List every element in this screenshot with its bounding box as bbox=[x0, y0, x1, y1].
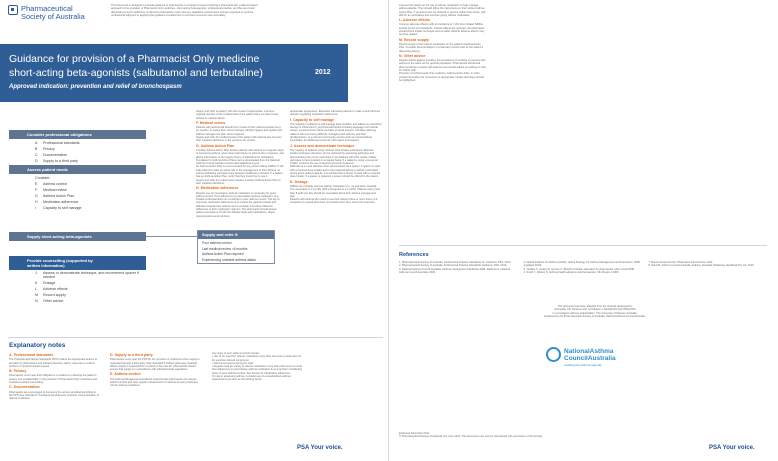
notes-column-1: A. Professional standards The Professional Practice Standards (PPS) outline the appropriate actions to be taken by pharmacists and trained pharmacy staff in response to a direct product or symptom-based request. B. Privacy Pharmacists must meet their obligations in relation to protecting the patient's privacy and confidentiality in the provision of Pharmacist Only medicines and consistent patient counselling. C. Documentation Pharmacists are encouraged to document the service provided according to the PPS (see Standard 5: Fundamental pharmacy practice). Documentation of referral is advised. bbox=[9, 353, 99, 401]
heading-third-party: D. Supply to a third party bbox=[110, 353, 153, 357]
reference-item: 8. Rand M. Asthma Council Australia. Asthma. Australia: Medicines Handbook Pty Ltd, 2010. bbox=[648, 264, 755, 268]
reference-item: 2. Pharmaceutical Society of Australia. Professional Practice Standards Canberra: PSA, 2010. bbox=[399, 264, 507, 268]
flow-counsel-list bbox=[9, 271, 146, 304]
reference-item: 6. Smith Y, Nilsson S. Asthma health advisers and pharmacists. Clin Respir J 2009. bbox=[523, 270, 620, 274]
document-title-line2: short-acting beta-agonists (salbutamol and terbutaline) bbox=[9, 67, 263, 79]
bullet-item: • Regular need for supply of reliever medication more often than once a month. bbox=[212, 365, 303, 369]
acknowledgement: This document has been adapted from the protocol developed by Schneider CR, Emerson LM, Goodhand J, Randall RA and Clifford RM in consultation with key stakeholders, The University of Western Australia. Endorsed by the Pharmaceutical Society of Australia, National Asthma Council Australia. bbox=[544, 305, 646, 318]
heading-medical-review: F. Medical review bbox=[196, 120, 226, 125]
notes-column-2: D. Supply to a third party Pharmacists must meet the PPS for the provision of medicines when supply is requested through a third party (See Standard 5 Indirect pharmacy practice). Where supply is requested for a school or day care kit, pharmacists should ensure that supply is in accordance with individual state regulations. E. Asthma control The Asthma Management Handbook supports that pharmacists can assess asthma control and refer regular reassessment of asthma at every pharmacy visit for asthma medicines. bbox=[110, 353, 200, 388]
reference-item: 4. Global Initiative for Asthma (GINA). Global Strategy for Asthma Management and Prevention. 2009 (updated 2010). bbox=[523, 261, 640, 268]
psa-logo-icon bbox=[8, 5, 18, 15]
flow-item: G Asthma Action Plan bbox=[35, 194, 75, 198]
back-column-1: Counsel the patient on the use of reliever medication to help manage asthma attacks. They should follow the instructions on their written Asthma Action Plan. If symptoms are not relieved or reoccur within three hours, call 000 for an ambulance and continue giving reliever medication. L. Adverse effects Common adverse effects (with an incidence of >1%) from inhaled SABAs include tremor and headache. If these effects are reported, the pharmacist should check inhaler technique and consider whether adverse effects may be dose related. M. Record supply Record supply of the reliever medication on the patient's Asthma Action Plan. Consider documentation in a pharmacy record such as the patient's dispensing history. N. Other advice Despite advice against smoking, the prevalence of smoking in persons with asthma is the same as the general population. Pharmacists should ask about smoking in people with asthma and provide advice on quitting or refer for further help. Provision of a Pharmacist Only medicine, Asthma Action Plan, or other printed information for consumers is appropriate. Inhaler technique should be highlighted. bbox=[399, 4, 486, 82]
heading-dosage: K. Dosage bbox=[290, 179, 308, 184]
referral-list bbox=[198, 239, 274, 265]
referral-item: Last medical review >6 months bbox=[202, 246, 248, 251]
text-column-3: appropriate perceptions. Education will assist patients to make a well informed decision regarding medication adherence. I. Capacity to self manage The capacity of patients to self manage their condition and adhere to prescribed therapy is influenced by psychosocial factors including language and cultural issues, socioeconomic status and lack of social support. Consider referring patients who are having difficulty managing their asthma, and their families/carers, to a relevant community service such as a local Asthma Foundation for additional consumer information and support. J. Assess and demonstrate technique The majority of patients using metered dose inhaler techniques. Effective inhaler technique education can be achieved by assessing technique and demonstrating the correct technique in accordance with their needs. Inhaler technique is best revisited on a regular basis. If a patient is using a preventer inhaler, reinforce the use of aerosol preventer treatment. Salbutamol is more effective when administered via a spacer. A spacer is used with a metered dose inhaler and is the preferred delivery method, particularly during acute asthma attacks. It is advised that a spacer is used with a metered dose inhaler. If a spacer is required, a spacer should be offered to the patient. K. Dosage SABAs are primarily used as reliever medication (i.e. as and when needed). The usual dose is 1-2 puffs (100 micrograms to 1-2 puffs). Patients using more than 8 puffs per day should be counselled about their asthma management plan. Patients with asthma who need to use their reliever three or more times (1-2 occasions in a week (this does not include when they need it for exercise). bbox=[290, 110, 382, 205]
flow-item: A Professional standards bbox=[35, 141, 80, 145]
flow-item: C Documentation bbox=[35, 153, 68, 157]
flow-assess-header: Assess patient needs bbox=[9, 165, 146, 174]
flow-item: M Record supply bbox=[35, 293, 66, 297]
bullet-item: • Use of (or need for) reliever medication more than two times a week (but not for exercise induced symptoms) bbox=[212, 355, 302, 362]
flow-item: F Medical review bbox=[35, 188, 67, 192]
referral-box bbox=[197, 230, 275, 264]
nac-logo-icon bbox=[546, 347, 561, 362]
flow-item: N Other advice bbox=[35, 299, 64, 303]
flow-item: L Adverse effects bbox=[35, 287, 68, 291]
divider bbox=[8, 337, 383, 338]
flow-arrow bbox=[146, 236, 197, 237]
page-back bbox=[389, 0, 778, 461]
intro-text: This document is designed to provide guidance to pharmacists on a range of issues including a pharmacist-led, evidence-based approach to the provision of Pharmacist Only medicines, short-acting beta-agonists, professional practice, and the use of and dispensing of such medicines. At all times pharmacists must meet any legislative requirements and are expected to exercise professional judgment in applying the guidance provided here to promote consumer care and safety. bbox=[111, 4, 258, 17]
referral-item: Experiencing unstable asthma attack bbox=[202, 257, 256, 262]
heading-professional-standards: A. Professional standards bbox=[9, 353, 54, 357]
text-column-2: Supply and refer to patient, with the consent if appropriate, a local or regional member of the medical team if the patient does not have timely access to medical advice. F. Medical review Patients with asthma will benefit from review of their asthma at least every six months, to review their current therapy, identify triggers and update their asthma management plan where required. Supply and refer for medical review if the patient with asthma has not seen their medical practitioner in the previous six months. G. Asthma Action Plan A written Asthma Action Plan assists patients with asthma to recognise signs of worsening asthma, gives clear instructions on what to do in response, and allows information on the supply history of salbutamol or terbutaline. Templates for Asthma Action Plans can be downloaded from the National Asthma Council website at www.nationalasthma.org.au. An Asthma Action Plan is recommended for any person taking SABAs. It will help patients to take an active role in the management of their asthma, as well as facilitating consistent care between healthcare providers. If a patient has an Asthma Action Plan, verify that they know how to use it. Supply and refer any patient who requires a written Asthma Action Plan to their medical practitioner. H. Medication adherence Regular use of preventative asthma medication is necessary for good asthma control. Poor adherence to preventative asthma medication (e.g. inhaled corticosteroids) can contribute to poor asthma control. The key to improving medication adherence is to explore the patient's beliefs and attitudes towards their asthma and to consider how these influence adherence to their medication regimen. The pharmacist should assess patient perceptions of both the disease state and medications, dispel misconceptions and reinforce bbox=[196, 110, 284, 218]
heading-adverse-effects: L. Adverse effects bbox=[399, 18, 430, 23]
notes-column-3: Key signs of poor asthma control include: • Use of (or need for) reliever medication more than two times a week (but not for exercise induced symptoms) • Asthma symptoms during the night • Regular need for supply of reliever medication more often than once a month. Non-adherence to preventative asthma medication is an important contributing factor to poor asthma control. See Section H: Medication adherence. To help in assessing asthma, consider use of a standardised asthma assessment tool such as the Asthma Score. bbox=[212, 352, 303, 382]
flow-item: D Supply to a third party bbox=[35, 159, 78, 163]
nac-logo-text: NationalAsthma CouncilAustralia bbox=[564, 348, 616, 362]
references-section bbox=[399, 252, 767, 274]
bullet-item: • Asthma symptoms during the night bbox=[212, 361, 254, 365]
flow-item: E Asthma control bbox=[35, 182, 67, 186]
heading-asthma-action-plan: G. Asthma Action Plan bbox=[196, 143, 235, 148]
reference-item: 5. Jenkins C, Hurley M, Armour C. Benefit of inhaler education by pharmacists. Med J Aust 2008. bbox=[523, 267, 635, 271]
nac-logo bbox=[546, 345, 636, 375]
nac-tagline: Leading the asthma agenda bbox=[564, 363, 602, 367]
heading-medication-adherence: H. Medication adherence bbox=[196, 186, 239, 191]
heading-documentation: C. Documentation bbox=[9, 385, 40, 390]
flow-assess-intro: Consider: bbox=[35, 176, 51, 180]
references-title: References bbox=[399, 252, 429, 258]
referral-header: Supply and refer if: bbox=[198, 231, 274, 239]
reference-item: 3. National Asthma Council Australia. Asthma management handbook 2006. Melbourne: National Asthma Council Australia, 2006. bbox=[399, 267, 511, 274]
flow-supply-header: Supply short-acting beta-agonists bbox=[9, 232, 146, 241]
document-title-line1: Guidance for provision of a Pharmacist Only medicine bbox=[9, 53, 260, 65]
heading-record-supply: M. Record supply bbox=[399, 37, 429, 42]
psa-footer-tagline: PSA Your voice. bbox=[297, 445, 343, 451]
bottom-notes: Endorsed November 2011 © Pharmaceutical Society of Australia Ltd, June 2012. This document may only be reproduced with permission of the Society. bbox=[399, 432, 543, 439]
divider bbox=[399, 245, 767, 246]
psa-footer-tagline: PSA Your voice. bbox=[709, 445, 755, 451]
psa-logo bbox=[8, 5, 98, 31]
heading-asthma-control: E. Asthma control bbox=[110, 372, 141, 377]
title-banner bbox=[0, 44, 348, 102]
flow-assess-list bbox=[9, 175, 146, 211]
flow-item: H Medication adherence bbox=[35, 200, 79, 204]
reference-item: 7. Bosnic-Anticevich SZ. Pharmacist interventions. 2011. bbox=[648, 261, 714, 264]
referral-item: Asthma Action Plan required bbox=[202, 252, 244, 256]
heading-other-advice: N. Other advice bbox=[399, 53, 426, 58]
reference-item: 1. Pharmaceutical Society of Australia. Professional Practice Standards v4. Canberra: PSA, 2010. bbox=[399, 261, 512, 264]
approved-indication: Approved indication: prevention and relief of bronchospasm bbox=[9, 84, 182, 90]
flow-item: I Capacity to self manage bbox=[35, 206, 82, 210]
flow-consider-list bbox=[9, 140, 146, 164]
heading-privacy: B. Privacy bbox=[9, 369, 27, 374]
document-year: 2012 bbox=[315, 69, 331, 76]
flow-consider-header: Consider professional obligations bbox=[9, 130, 146, 139]
referral-item: Poor asthma control bbox=[202, 241, 232, 245]
flow-item: B Privacy bbox=[35, 147, 55, 151]
heading-technique: J. Assess and demonstrate technique bbox=[290, 143, 355, 148]
heading-capacity: I. Capacity to self manage bbox=[290, 117, 335, 122]
flow-counsel-header: Provide counselling (supported by written information) bbox=[9, 256, 146, 270]
explanatory-notes-title: Explanatory notes bbox=[9, 342, 66, 349]
flow-item: J Assess or demonstrate technique, and recommend spacer if needed bbox=[35, 271, 139, 279]
references-grid bbox=[399, 261, 767, 274]
flow-item: K Dosage bbox=[35, 281, 56, 285]
psa-logo-text: Pharmaceutical Society of Australia bbox=[21, 4, 85, 21]
